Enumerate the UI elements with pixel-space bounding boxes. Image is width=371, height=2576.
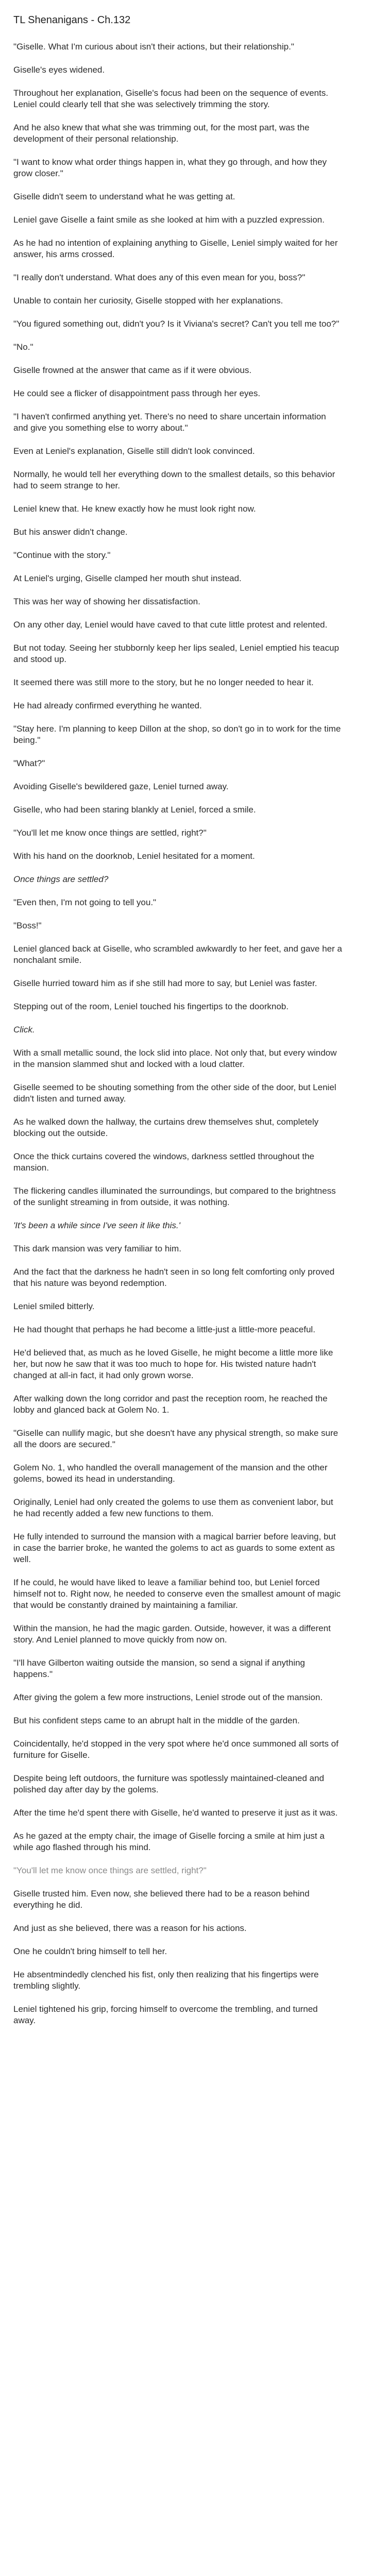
paragraph: On any other day, Leniel would have caved to that cute little protest and relented.	[13, 620, 328, 630]
paragraph: And the fact that the darkness he hadn't seen in so long felt comforting only proved that his nature was beyond redemption.	[13, 1267, 335, 1288]
paragraph: "You'll let me know once things are settled, right?"	[13, 1866, 207, 1875]
paragraph: Golem No. 1, who handled the overall management of the mansion and the other golems, bowed its head in understanding.	[13, 1463, 328, 1484]
paragraph: Unable to contain her curiosity, Giselle stopped with her explanations.	[13, 296, 283, 306]
paragraph: Giselle hurried toward him as if she still had more to say, but Leniel was faster.	[13, 978, 317, 988]
paragraph: And he also knew that what she was trimming out, for the most part, was the development of their personal relationship.	[13, 123, 310, 144]
paragraph: "Continue with the story."	[13, 550, 111, 560]
paragraph: Once the thick curtains covered the windows, darkness settled throughout the mansion.	[13, 1151, 314, 1173]
paragraph: With his hand on the doorknob, Leniel hesitated for a moment.	[13, 851, 255, 861]
paragraph: As he walked down the hallway, the curtains drew themselves shut, completely blocking out the outside.	[13, 1117, 319, 1138]
paragraph: "I'll have Gilberton waiting outside the mansion, so send a signal if anything happens."	[13, 1658, 305, 1679]
paragraph: As he had no intention of explaining anything to Giselle, Leniel simply waited for her answer, his arms crossed.	[13, 238, 338, 259]
paragraph: With a small metallic sound, the lock slid into place. Not only that, but every window in the mansion slammed shut and locked with a loud clatter.	[13, 1048, 337, 1069]
paragraph: Giselle didn't seem to understand what he was getting at.	[13, 192, 235, 201]
paragraph: He'd believed that, as much as he loved Giselle, he might become a little more like her, but now he saw that it was too much to hope for. His twisted nature hadn't changed at all-in fact, it had only grown worse.	[13, 1348, 333, 1380]
paragraph: He absentmindedly clenched his fist, only then realizing that his fingertips were trembling slightly.	[13, 1970, 319, 1991]
paragraph: He had thought that perhaps he had become a little-just a little-more peaceful.	[13, 1325, 315, 1334]
chapter-title: TL Shenanigans - Ch.132	[13, 14, 131, 26]
paragraph: At Leniel's urging, Giselle clamped her mouth shut instead.	[13, 573, 242, 583]
paragraph: This was her way of showing her dissatisfaction.	[13, 597, 200, 606]
paragraph: "I really don't understand. What does any of this even mean for you, boss?"	[13, 273, 306, 282]
paragraph: Avoiding Giselle's bewildered gaze, Leniel turned away.	[13, 782, 229, 791]
paragraph: But not today. Seeing her stubbornly keep her lips sealed, Leniel emptied his teacup and stood up.	[13, 643, 339, 664]
paragraph: "You figured something out, didn't you? Is it Viviana's secret? Can't you tell me too?"	[13, 319, 340, 329]
paragraph: He could see a flicker of disappointment pass through her eyes.	[13, 388, 261, 398]
paragraph: Giselle trusted him. Even now, she believed there had to be a reason behind everything he did.	[13, 1889, 310, 1910]
paragraph: Leniel gave Giselle a faint smile as she looked at him with a puzzled expression.	[13, 215, 325, 225]
paragraph: It seemed there was still more to the story, but he no longer needed to hear it.	[13, 677, 314, 687]
paragraph: Giselle frowned at the answer that came as if it were obvious.	[13, 365, 252, 375]
chapter-body	[13, 41, 342, 2026]
paragraph: He fully intended to surround the mansion with a magical barrier before leaving, but in case the barrier broke, he wanted the golems to act as guards to some extent as well.	[13, 1532, 336, 1564]
paragraph: But his answer didn't change.	[13, 527, 128, 537]
paragraph: One he couldn't bring himself to tell her.	[13, 1946, 167, 1956]
paragraph: "Giselle. What I'm curious about isn't their actions, but their relationship."	[13, 42, 294, 52]
paragraph: "I want to know what order things happen in, what they go through, and how they grow closer."	[13, 157, 327, 178]
paragraph: Originally, Leniel had only created the golems to use them as convenient labor, but he had recently added a few new functions to them.	[13, 1497, 333, 1518]
paragraph: Leniel knew that. He knew exactly how he must look right now.	[13, 504, 256, 514]
paragraph: After the time he'd spent there with Giselle, he'd wanted to preserve it just as it was.	[13, 1808, 338, 1818]
paragraph: "You'll let me know once things are settled, right?"	[13, 828, 207, 838]
paragraph: Within the mansion, he had the magic garden. Outside, however, it was a different story. And Leniel planned to move quickly from now on.	[13, 1623, 331, 1645]
paragraph: Leniel smiled bitterly.	[13, 1301, 95, 1311]
paragraph: "Even then, I'm not going to tell you."	[13, 897, 157, 907]
paragraph: Throughout her explanation, Giselle's focus had been on the sequence of events. Leniel could clearly tell that she was selectively trimming the story.	[13, 88, 328, 109]
paragraph: After walking down the long corridor and past the reception room, he reached the lobby and glanced back at Golem No. 1.	[13, 1394, 328, 1415]
paragraph: Giselle's eyes widened.	[13, 65, 105, 75]
paragraph: But his confident steps came to an abrupt halt in the middle of the garden.	[13, 1716, 300, 1725]
paragraph: "I haven't confirmed anything yet. There's no need to share uncertain information and give you something else to worry about."	[13, 412, 326, 433]
paragraph: Normally, he would tell her everything down to the smallest details, so this behavior had to seem strange to her.	[13, 469, 335, 490]
paragraph: Once things are settled?	[13, 874, 109, 884]
paragraph: This dark mansion was very familiar to him.	[13, 1244, 181, 1253]
paragraph: "No."	[13, 342, 33, 352]
paragraph: After giving the golem a few more instructions, Leniel strode out of the mansion.	[13, 1692, 323, 1702]
paragraph: As he gazed at the empty chair, the image of Giselle forcing a smile at him just a while ago flashed through his mind.	[13, 1831, 325, 1852]
paragraph: 'It's been a while since I've seen it like this.'	[13, 1221, 180, 1230]
paragraph: "Boss!"	[13, 921, 42, 930]
paragraph: "Stay here. I'm planning to keep Dillon at the shop, so don't go in to work for the time being."	[13, 724, 341, 745]
paragraph: If he could, he would have liked to leave a familiar behind too, but Leniel forced himself not to. Right now, he needed to conserve even the smallest amount of magic that would be constantly drained by maintaining a familiar.	[13, 1578, 341, 1610]
paragraph: Stepping out of the room, Leniel touched his fingertips to the doorknob.	[13, 1002, 289, 1011]
paragraph: "Giselle can nullify magic, but she doesn't have any physical strength, so make sure all the doors are secured."	[13, 1428, 339, 1449]
paragraph: Despite being left outdoors, the furniture was spotlessly maintained-cleaned and polished day after day by the golems.	[13, 1773, 324, 1794]
paragraph: Leniel tightened his grip, forcing himself to overcome the trembling, and turned away.	[13, 2004, 318, 2025]
paragraph: Even at Leniel's explanation, Giselle still didn't look convinced.	[13, 446, 255, 456]
paragraph: Leniel glanced back at Giselle, who scrambled awkwardly to her feet, and gave her a nonchalant smile.	[13, 944, 342, 965]
paragraph: And just as she believed, there was a reason for his actions.	[13, 1923, 247, 1933]
paragraph: Giselle seemed to be shouting something from the other side of the door, but Leniel didn't listen and turned away.	[13, 1082, 336, 1104]
paragraph: He had already confirmed everything he wanted.	[13, 701, 202, 710]
paragraph: Click.	[13, 1025, 35, 1035]
paragraph: "What?"	[13, 758, 45, 768]
paragraph: The flickering candles illuminated the surroundings, but compared to the brightness of the sunlight streaming in from outside, it was nothing.	[13, 1186, 336, 1207]
paragraph: Coincidentally, he'd stopped in the very spot where he'd once summoned all sorts of furniture for Giselle.	[13, 1739, 339, 1760]
paragraph: Giselle, who had been staring blankly at Leniel, forced a smile.	[13, 805, 256, 815]
